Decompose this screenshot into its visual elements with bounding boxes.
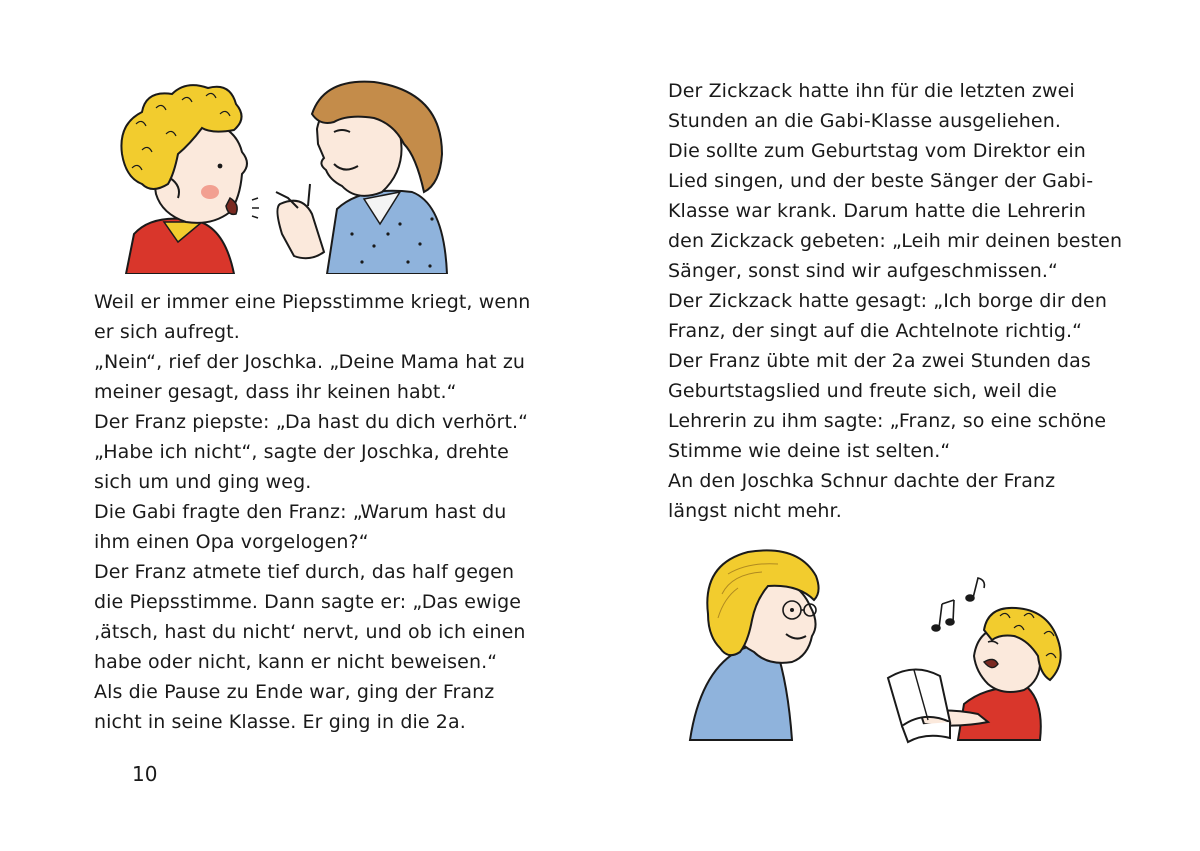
singing-boy-figure (920, 608, 1061, 740)
text-line: Stunden an die Gabi-Klasse ausgeliehen. (668, 110, 1061, 132)
illustration-boys-talking (112, 74, 452, 274)
text-line: Der Franz übte mit der 2a zwei Stunden das (668, 350, 1091, 372)
text-line: Der Zickzack hatte ihn für die letzten zwei (668, 80, 1075, 102)
teacher-figure (690, 550, 819, 740)
text-line: Franz, der singt auf die Achtelnote richtig.“ (668, 320, 1083, 342)
illustration-teacher-and-singing-boy (688, 544, 1078, 748)
text-line: sich um und ging weg. (94, 471, 312, 493)
music-notes-icon (932, 578, 984, 631)
curly-boy-figure (121, 85, 247, 274)
text-line: Klasse war krank. Darum hatte die Lehrerin (668, 200, 1086, 222)
song-sheet (888, 669, 950, 742)
text-line: die Piepsstimme. Dann sagte er: „Das ewige (94, 591, 522, 613)
text-line: „Habe ich nicht“, sagte der Joschka, drehte (94, 441, 509, 463)
speech-marks (252, 198, 259, 218)
text-line: den Zickzack gebeten: „Leih mir deinen besten (668, 230, 1123, 252)
text-line: Die Gabi fragte den Franz: „Warum hast du (94, 501, 507, 523)
text-line: Geburtstagslied und freute sich, weil die (668, 380, 1057, 402)
right-page-text (668, 76, 1123, 526)
text-line: habe oder nicht, kann er nicht beweisen.“ (94, 651, 498, 673)
text-line: Der Zickzack hatte gesagt: „Ich borge dir den (668, 290, 1107, 312)
text-line: ‚ätsch, hast du nicht‘ nervt, und ob ich einen (94, 621, 526, 643)
text-line: An den Joschka Schnur dachte der Franz (668, 470, 1056, 492)
older-boy-figure (276, 82, 447, 274)
text-line: Sänger, sonst sind wir aufgeschmissen.“ (668, 260, 1058, 282)
text-line: Der Franz piepste: „Da hast du dich verhört.“ (94, 411, 529, 433)
text-line: Der Franz atmete tief durch, das half gegen (94, 561, 515, 583)
text-line: Lied singen, und der beste Sänger der Gabi- (668, 170, 1094, 192)
text-line: meiner gesagt, dass ihr keinen habt.“ (94, 381, 457, 403)
text-line: „Nein“, rief der Joschka. „Deine Mama hat zu (94, 351, 526, 373)
text-line: Als die Pause zu Ende war, ging der Franz (94, 681, 495, 703)
text-line: ihm einen Opa vorgelogen?“ (94, 531, 369, 553)
text-line: Stimme wie deine ist selten.“ (668, 440, 951, 462)
text-line: Die sollte zum Geburtstag vom Direktor ein (668, 140, 1086, 162)
text-line: er sich aufregt. (94, 321, 240, 343)
text-line: Lehrerin zu ihm sagte: „Franz, so eine schöne (668, 410, 1107, 432)
text-line: nicht in seine Klasse. Er ging in die 2a. (94, 711, 466, 733)
text-line: längst nicht mehr. (668, 500, 842, 522)
text-line: Weil er immer eine Piepsstimme kriegt, wenn (94, 291, 531, 313)
left-page-text (94, 287, 534, 737)
page-number: 10 (132, 762, 158, 786)
